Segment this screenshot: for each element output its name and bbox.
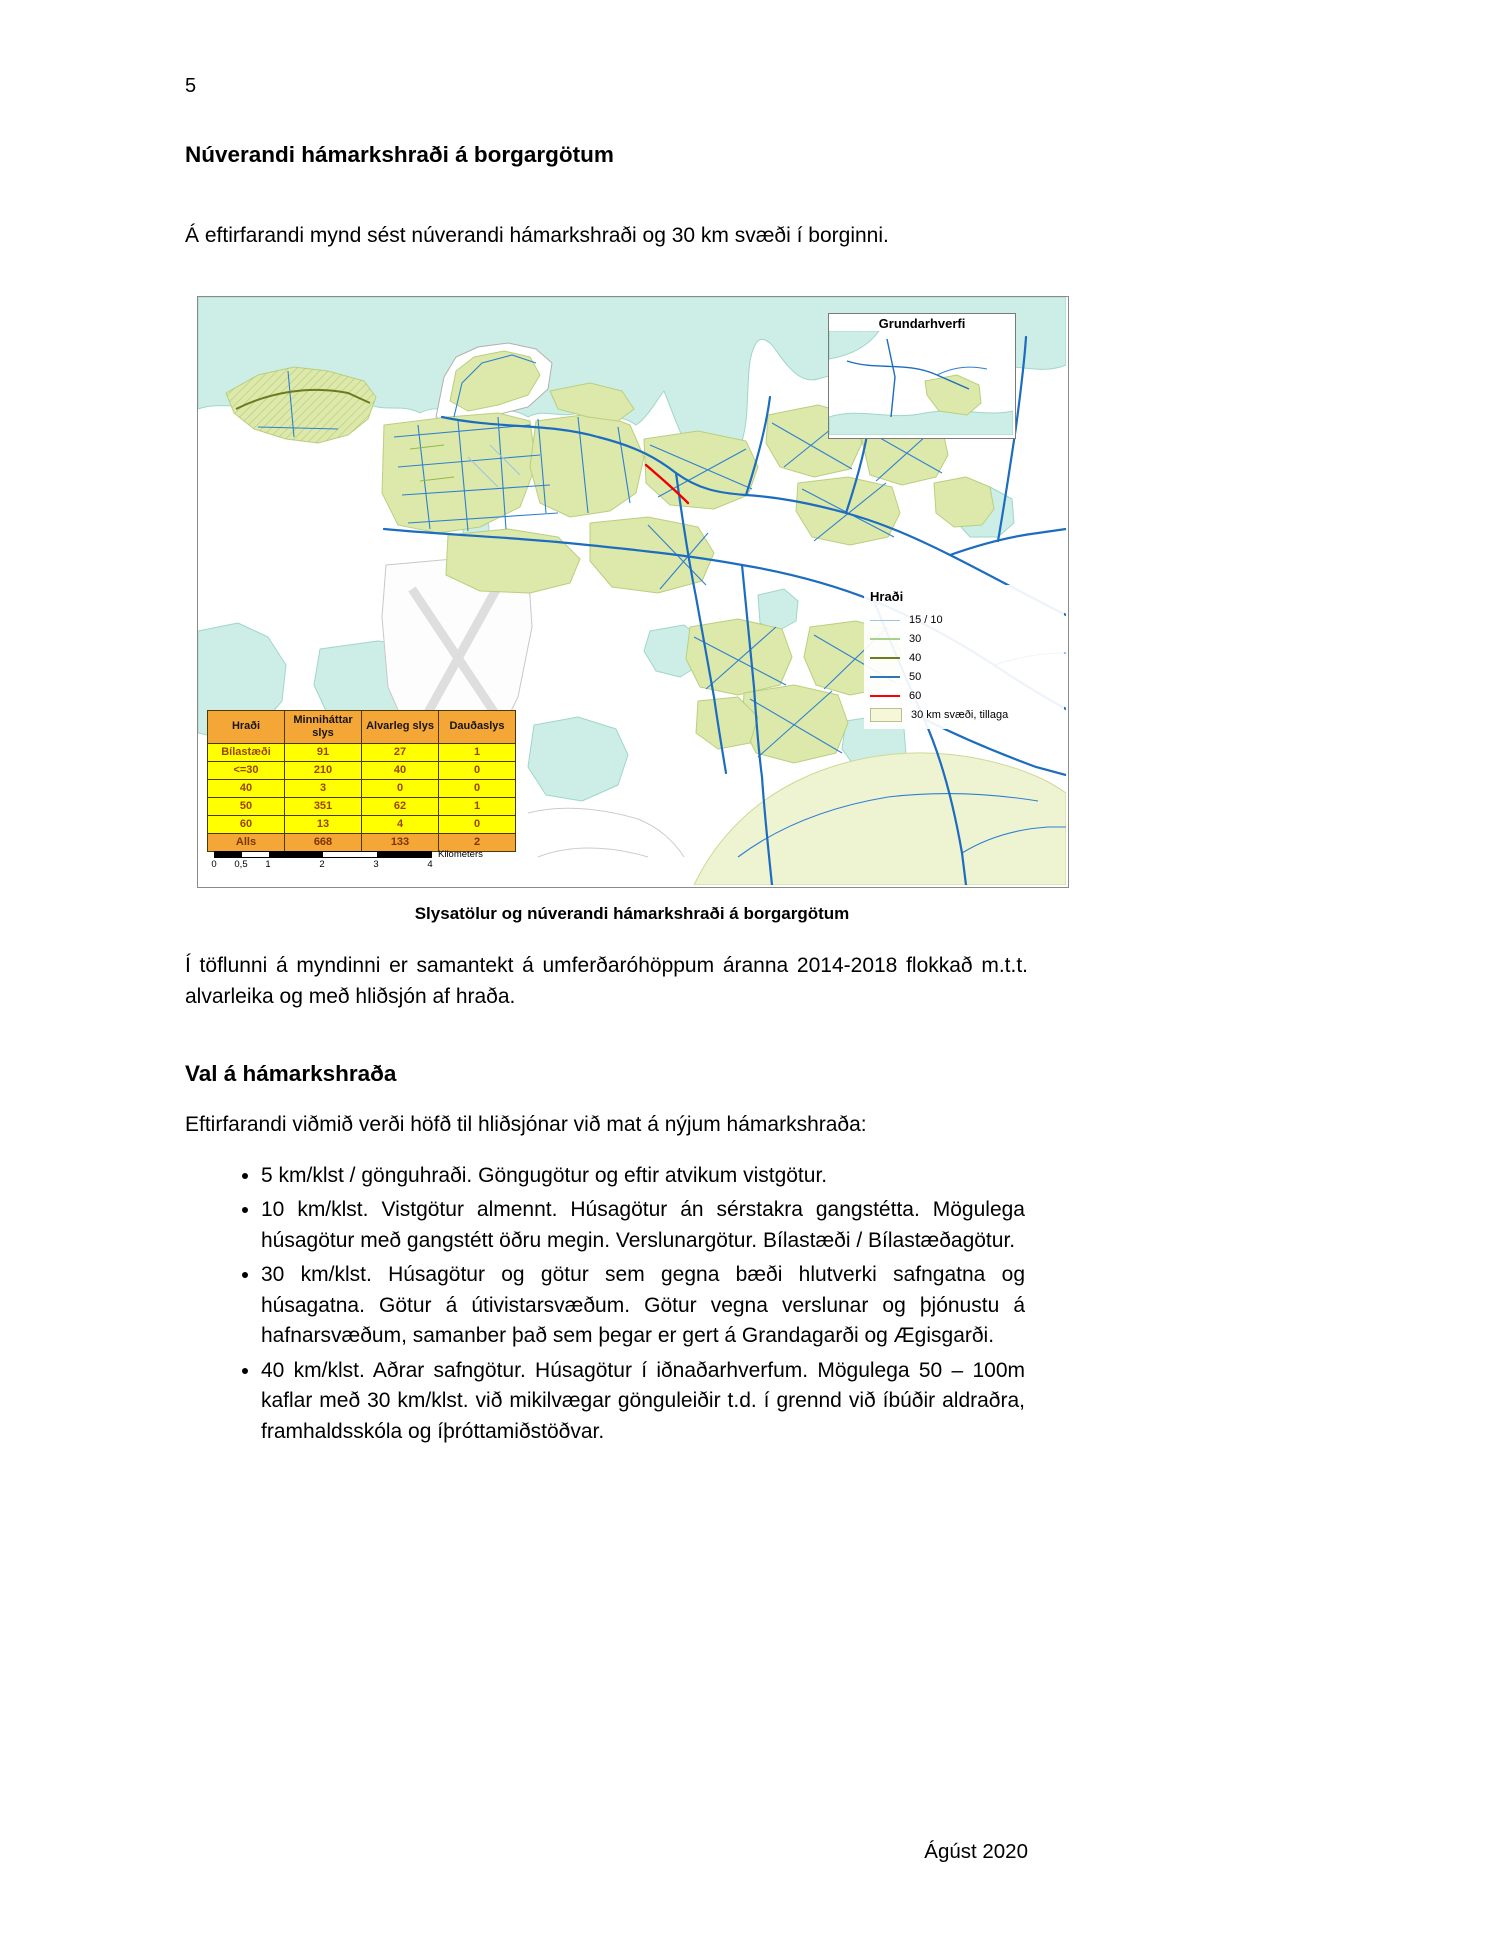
table-cell: 3 <box>285 779 362 797</box>
table-cell: 40 <box>362 761 439 779</box>
scalebar-segment <box>269 852 323 857</box>
legend-label: 30 km svæði, tillaga <box>911 709 1009 721</box>
table-cell: 40 <box>208 779 285 797</box>
scalebar-tick: 2 <box>319 858 325 870</box>
legend-label: 40 <box>909 652 922 664</box>
table-header-daudaslys: Dauðaslys <box>439 710 516 743</box>
table-summary-paragraph: Í töflunni á myndinni er samantekt á umferðaróhöppum áranna 2014-2018 flokkað m.t.t. alvarleika og með hliðsjón af hraða. <box>185 953 1028 1008</box>
legend-label: 50 <box>909 671 922 683</box>
table-header-row <box>208 710 516 743</box>
table-header-minnihattar: Minniháttar slys <box>285 710 362 743</box>
criteria-item-40kmh: • 40 km/klst. Aðrar safngötur. Húsagötur í iðnaðarhverfum. Mögulega 50 – 100m kaflar með 30 km/klst. við mikilvægar gönguleiðir t.d. í grennd við íbúðir aldraðra, framhaldsskóla og íþróttamiðstöðvar. <box>261 1356 1025 1447</box>
criteria-list <box>227 1161 1025 1447</box>
legend-label: 30 <box>909 633 922 645</box>
scalebar-segment <box>323 852 377 857</box>
scalebar-tick: 4 <box>427 858 433 870</box>
scalebar-tick: 0,5 <box>234 858 248 870</box>
crash-statistics-table <box>207 710 516 852</box>
map-legend <box>864 585 1064 729</box>
table-cell-total: 2 <box>439 833 516 851</box>
legend-line-swatch <box>870 620 900 621</box>
legend-line-swatch <box>870 638 900 640</box>
table-row <box>208 797 516 815</box>
table-cell: 0 <box>439 815 516 833</box>
legend-line-swatch <box>870 676 900 678</box>
table-cell: 60 <box>208 815 285 833</box>
table-cell: <=30 <box>208 761 285 779</box>
criteria-item-10kmh: • 10 km/klst. Vistgötur almennt. Húsagötur án sérstakra gangstétta. Mögulega húsagötur með gangstétt öðru megin. Verslunargötur. Bílastæði / Bílastæðagötur. <box>261 1195 1025 1256</box>
inset-map-graphic <box>829 331 1013 435</box>
map-canvas <box>197 296 1069 888</box>
table-cell-total: 668 <box>285 833 362 851</box>
map-figure <box>197 296 1069 924</box>
legend-item <box>870 687 1058 706</box>
table-cell: 351 <box>285 797 362 815</box>
table-cell: Bílastæði <box>208 743 285 761</box>
scalebar-segment <box>377 852 431 857</box>
scalebar-tick: 0 <box>211 858 217 870</box>
table-header-alvarleg: Alvarleg slys <box>362 710 439 743</box>
table-cell: 91 <box>285 743 362 761</box>
page-content <box>185 0 1085 1463</box>
table-cell: 27 <box>362 743 439 761</box>
legend-title: Hraði <box>870 588 904 604</box>
criteria-intro: Eftirfarandi viðmið verði höfð til hliðsjónar við mat á nýjum hámarkshraða: <box>185 1112 867 1136</box>
scalebar-segment <box>215 852 242 857</box>
table-row <box>208 743 516 761</box>
table-cell: 1 <box>439 743 516 761</box>
intro-paragraph: Á eftirfarandi mynd sést núverandi hámarkshraði og 30 km svæði í borginni. <box>185 224 889 247</box>
table-row <box>208 815 516 833</box>
inset-title: Grundarhverfi <box>878 315 966 331</box>
legend-item <box>870 649 1058 668</box>
map-scalebar <box>211 848 534 876</box>
scalebar-bar <box>214 851 432 858</box>
scalebar-unit: Kilometers <box>438 848 483 860</box>
table-header-hradi: Hraði <box>208 710 285 743</box>
table-cell: 0 <box>439 761 516 779</box>
legend-label: 15 / 10 <box>909 614 943 626</box>
legend-area-swatch <box>870 708 902 722</box>
legend-item <box>870 630 1058 649</box>
table-row <box>208 761 516 779</box>
map-inset-grundarhverfi <box>828 313 1016 439</box>
figure-caption: Slysatölur og núverandi hámarkshraði á borgargötum <box>414 903 850 923</box>
table-row <box>208 779 516 797</box>
legend-item <box>870 706 1058 725</box>
section-heading-current-speed: Núverandi hámarkshraði á borgargötum <box>185 142 614 167</box>
criteria-item-5kmh: • 5 km/klst / gönguhraði. Göngugötur og eftir atvikum vistgötur. <box>261 1161 1025 1191</box>
table-cell-total: 133 <box>362 833 439 851</box>
legend-line-swatch <box>870 657 900 659</box>
page-number: 5 <box>185 75 197 97</box>
legend-item <box>870 668 1058 687</box>
scalebar-tick: 1 <box>265 858 271 870</box>
table-cell: 0 <box>362 779 439 797</box>
table-cell: 1 <box>439 797 516 815</box>
legend-line-swatch <box>870 695 900 697</box>
scalebar-segment <box>242 852 269 857</box>
section-heading-speed-selection: Val á hámarkshraða <box>185 1060 397 1086</box>
table-cell: 62 <box>362 797 439 815</box>
legend-item <box>870 611 1058 630</box>
table-cell: 50 <box>208 797 285 815</box>
table-cell-total: Alls <box>208 833 285 851</box>
table-cell: 13 <box>285 815 362 833</box>
page-footer-date: Ágúst 2020 <box>924 1840 1028 1863</box>
table-cell: 0 <box>439 779 516 797</box>
legend-label: 60 <box>909 690 922 702</box>
table-cell: 210 <box>285 761 362 779</box>
scalebar-tick: 3 <box>373 858 379 870</box>
table-cell: 4 <box>362 815 439 833</box>
criteria-item-30kmh: • 30 km/klst. Húsagötur og götur sem gegna bæði hlutverki safngatna og húsagatna. Götur á útivistarsvæðum. Götur vegna verslunar og þjónustu á hafnarsvæðum, samanber það sem þegar er gert á Grandagarði og Ægisgarði. <box>261 1260 1025 1351</box>
